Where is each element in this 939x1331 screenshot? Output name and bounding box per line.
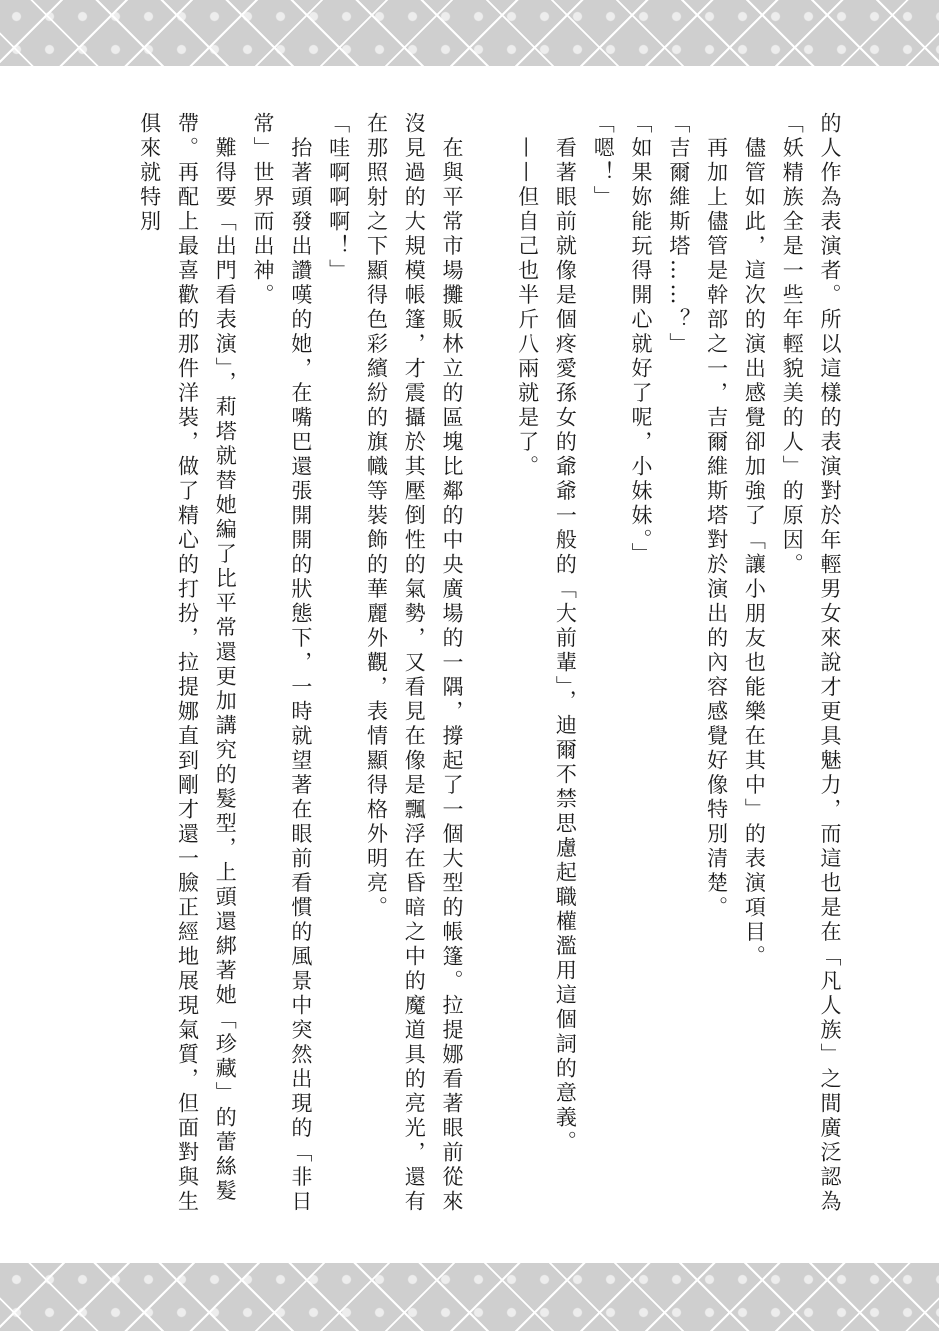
dialogue-line: 「嗯！」 bbox=[591, 112, 616, 210]
dialogue-line: 「吉爾維斯塔……？」 bbox=[666, 112, 691, 357]
paragraph: 在與平常市場攤販林立的區塊比鄰的中央廣場的一隅，撐起了一個大型的帳篷。拉提娜看著眼前從來沒見過的大規模帳篷，才震攝於其壓倒性的氣勢，又看見在像是飄浮在昏暗之中的魔道具的亮光，還有在那照射之下顯得色彩繽紛的旗幟等裝飾的華麗外觀，表情顯得格外明亮。 bbox=[364, 112, 465, 1215]
paragraph: 難得要「出門看表演」，莉塔就替她編了比平常還更加講究的髮型，上頭還綁著她「珍藏」的蕾絲髮帶。再配上最喜歡的那件洋裝，做了精心的打扮，拉提娜直到剛才還一臉正經地展現氣質，但面對與生俱來就特別 bbox=[137, 112, 238, 1215]
dialogue-line: 「如果妳能玩得開心就好了呢，小妹妹。」 bbox=[629, 112, 654, 567]
vertical-text-body bbox=[118, 112, 848, 1217]
bottom-decorative-border bbox=[0, 1263, 939, 1331]
paragraph: 再加上儘管是幹部之一，吉爾維斯塔對於演出的內容感覺好像特別清楚。 bbox=[704, 112, 729, 921]
section-break bbox=[470, 112, 508, 1217]
paragraph: ——但自己也半斤八兩就是了。 bbox=[515, 112, 540, 480]
top-decorative-border bbox=[0, 0, 939, 66]
paragraph: 儘管如此，這次的演出感覺卻加強了「讓小朋友也能樂在其中」的表演項目。 bbox=[742, 112, 767, 970]
dialogue-line: 「哇啊啊啊！」 bbox=[326, 112, 351, 284]
paragraph: 抬著頭發出讚嘆的她，在嘴巴還張開開的狀態下，一時就望著在眼前看慣的風景中突然出現的「非日常」世界而出神。 bbox=[251, 112, 313, 1215]
paragraph: 的人作為表演者。所以這樣的表演對於年輕男女來說才更具魅力，而這也是在「凡人族」之間廣泛認為「妖精族全是一些年輕貌美的人」的原因。 bbox=[780, 112, 842, 1215]
paragraph: 看著眼前就像是個疼愛孫女的爺爺一般的「大前輩」，迪爾不禁思慮起職權濫用這個詞的意義。 bbox=[553, 112, 578, 1155]
